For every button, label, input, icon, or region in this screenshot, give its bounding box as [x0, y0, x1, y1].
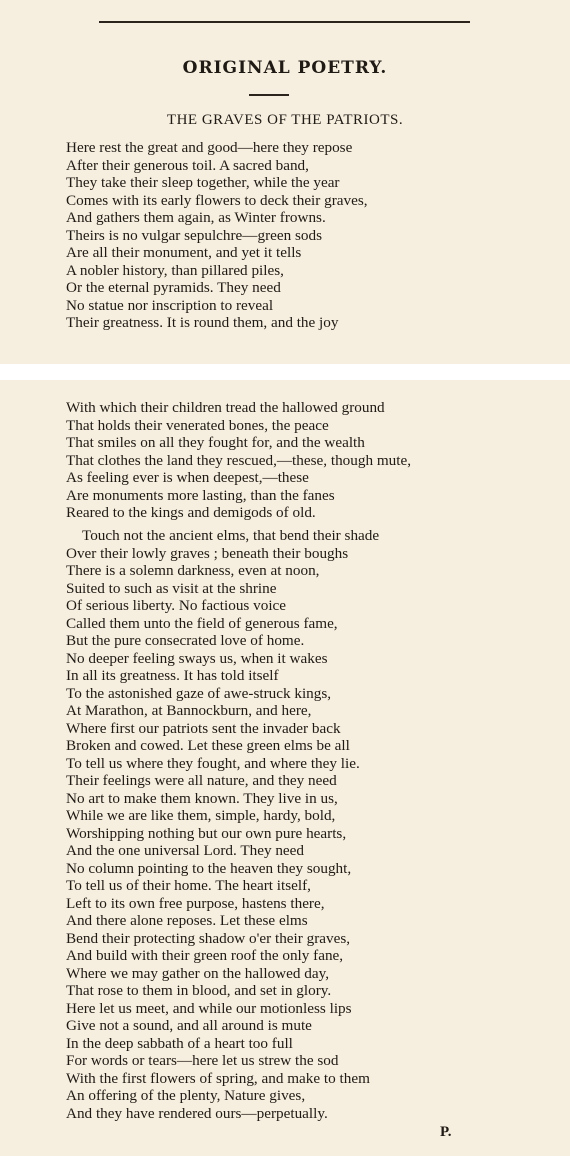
verse-line: Where first our patriots sent the invader back	[66, 719, 341, 737]
verse-line: Are all their monument, and yet it tells	[66, 244, 302, 261]
poem-title: THE GRAVES OF THE PATRIOTS.	[166, 112, 404, 128]
verse-line: No art to make them known. They live in us,	[66, 789, 338, 807]
verse-line: Worshipping nothing but our own pure hearts,	[66, 824, 347, 842]
heading-divider	[249, 94, 289, 96]
verse-line: Of serious liberty. No factious voice	[66, 597, 287, 614]
verse-line: That holds their venerated bones, the peace	[66, 416, 329, 434]
verse-line: A nobler history, than pillared piles,	[66, 261, 284, 279]
verse-line: To tell us where they fought, and where they lie.	[66, 754, 360, 772]
verse-line: That smiles on all they fought for, and the wealth	[66, 434, 365, 451]
verse-line: Their greatness. It is round them, and the joy	[66, 314, 339, 331]
signature: P.	[440, 1124, 452, 1140]
verse-line: Touch not the ancient elms, that bend their shade	[82, 527, 380, 544]
section-heading: ORIGINAL POETRY.	[182, 58, 388, 78]
verse-line: And the one universal Lord. They need	[66, 842, 305, 859]
verse-line: Comes with its early flowers to deck their graves,	[66, 191, 368, 209]
verse-line: For words or tears—here let us strew the sod	[66, 1052, 339, 1069]
verse-line: Reared to the kings and demigods of old.	[66, 504, 316, 521]
verse-line: Over their lowly graves ; beneath their boughs	[66, 544, 349, 562]
verse-line: They take their sleep together, while the year	[66, 174, 340, 191]
verse-line: Here rest the great and good—here they repose	[66, 139, 353, 156]
verse-line: With which their children tread the hallowed ground	[66, 399, 385, 416]
verse-line: Theirs is no vulgar sepulchre—green sods	[66, 226, 323, 244]
verse-line: While we are like them, simple, hardy, bold,	[66, 807, 336, 824]
verse-line: Where we may gather on the hallowed day,	[66, 964, 329, 982]
page-gap	[0, 364, 570, 380]
verse-line: No statue nor inscription to reveal	[66, 296, 274, 314]
verse-line: Broken and cowed. Let these green elms be all	[66, 737, 350, 754]
verse-line: Called them unto the field of generous fame,	[66, 614, 338, 632]
verse-line: No deeper feeling sways us, when it wakes	[66, 649, 328, 667]
page-top	[0, 0, 570, 364]
verse-line: And they have rendered ours—perpetually.	[66, 1104, 328, 1122]
verse-line: Bend their protecting shadow o'er their graves,	[66, 929, 351, 947]
verse-line: In the deep sabbath of a heart too full	[66, 1034, 293, 1052]
verse-line: Or the eternal pyramids. They need	[66, 279, 281, 296]
verse-line: After their generous toil. A sacred band,	[66, 156, 309, 174]
verse-line: No column pointing to the heaven they sought,	[66, 859, 352, 877]
verse-line: Suited to such as visit at the shrine	[66, 579, 277, 597]
verse-line: Left to its own free purpose, hastens there,	[66, 894, 325, 912]
verse-line: And there alone reposes. Let these elms	[66, 912, 308, 929]
page-bottom	[0, 380, 570, 1156]
verse-line: Give not a sound, and all around is mute	[66, 1017, 312, 1034]
verse-line: With the first flowers of spring, and make to them	[66, 1069, 370, 1087]
verse-line: Their feelings were all nature, and they need	[66, 772, 337, 789]
verse-part-1	[66, 139, 368, 332]
verse-line: Here let us meet, and while our motionless lips	[66, 999, 352, 1017]
verse-line: In all its greatness. It has told itself	[66, 667, 279, 684]
verse-line: At Marathon, at Bannockburn, and here,	[66, 702, 312, 719]
verse-line: To the astonished gaze of awe-struck kings,	[66, 684, 332, 702]
verse-line: That clothes the land they rescued,—these, though mute,	[66, 451, 411, 469]
verse-line: To tell us of their home. The heart itself,	[66, 877, 311, 894]
top-rule	[99, 21, 470, 23]
verse-line: There is a solemn darkness, even at noon,	[66, 562, 320, 579]
verse-part-3	[66, 527, 379, 1122]
verse-line: But the pure consecrated love of home.	[66, 632, 305, 649]
verse-line: As feeling ever is when deepest,—these	[66, 469, 309, 486]
verse-line: And build with their green roof the only fane,	[66, 947, 344, 964]
verse-line: An offering of the plenty, Nature gives,	[66, 1087, 306, 1104]
verse-line: That rose to them in blood, and set in glory.	[66, 982, 332, 999]
verse-line: Are monuments more lasting, than the fanes	[66, 486, 335, 504]
verse-line: And gathers them again, as Winter frowns.	[66, 209, 326, 226]
verse-part-2	[66, 399, 411, 522]
